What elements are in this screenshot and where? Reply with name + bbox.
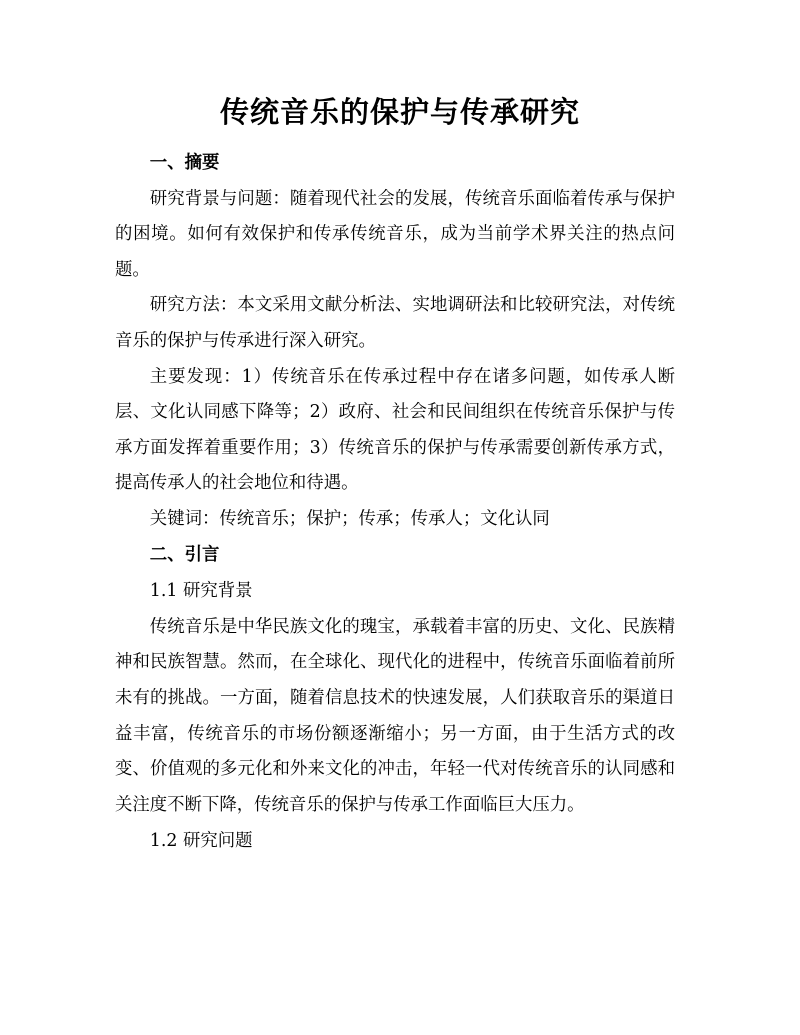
document-title: 传统音乐的保护与传承研究 [219, 95, 580, 129]
section-1-2-heading: 1.2 研究问题 [149, 831, 253, 852]
document-body [115, 146, 675, 860]
introduction-heading: 二、引言 [149, 544, 220, 565]
abstract-background-paragraph: 研究背景与问题：随着现代社会的发展，传统音乐面临着传承与保护的困境。如何有效保护和传承传统音乐，成为当前学术界关注的热点问题。 [115, 188, 675, 280]
section-1-1-heading: 1.1 研究背景 [149, 581, 253, 602]
keywords-line: 关键词：传统音乐；保护；传承；传承人；文化认同 [149, 508, 550, 529]
abstract-findings-paragraph: 主要发现：1）传统音乐在传承过程中存在诸多问题，如传承人断层、文化认同感下降等；2）政府、社会和民间组织在传统音乐保护与传承方面发挥着重要作用；3）传统音乐的保护与传承需要创新传承方式，提高传承人的社会地位和待遇。 [115, 366, 675, 494]
abstract-heading: 一、摘要 [149, 153, 220, 173]
abstract-methods-paragraph: 研究方法：本文采用文献分析法、实地调研法和比较研究法，对传统音乐的保护与传承进行深入研究。 [115, 295, 675, 351]
section-1-1-paragraph: 传统音乐是中华民族文化的瑰宝，承载着丰富的历史、文化、民族精神和民族智慧。然而，在全球化、现代化的进程中，传统音乐面临着前所未有的挑战。一方面，随着信息技术的快速发展，人们获取音乐的渠道日益丰富，传统音乐的市场份额逐渐缩小；另一方面，由于生活方式的改变、价值观的多元化和外来文化的冲击，年轻一代对传统音乐的认同感和关注度不断下降，传统音乐的保护与传承工作面临巨大压力。 [115, 616, 675, 815]
